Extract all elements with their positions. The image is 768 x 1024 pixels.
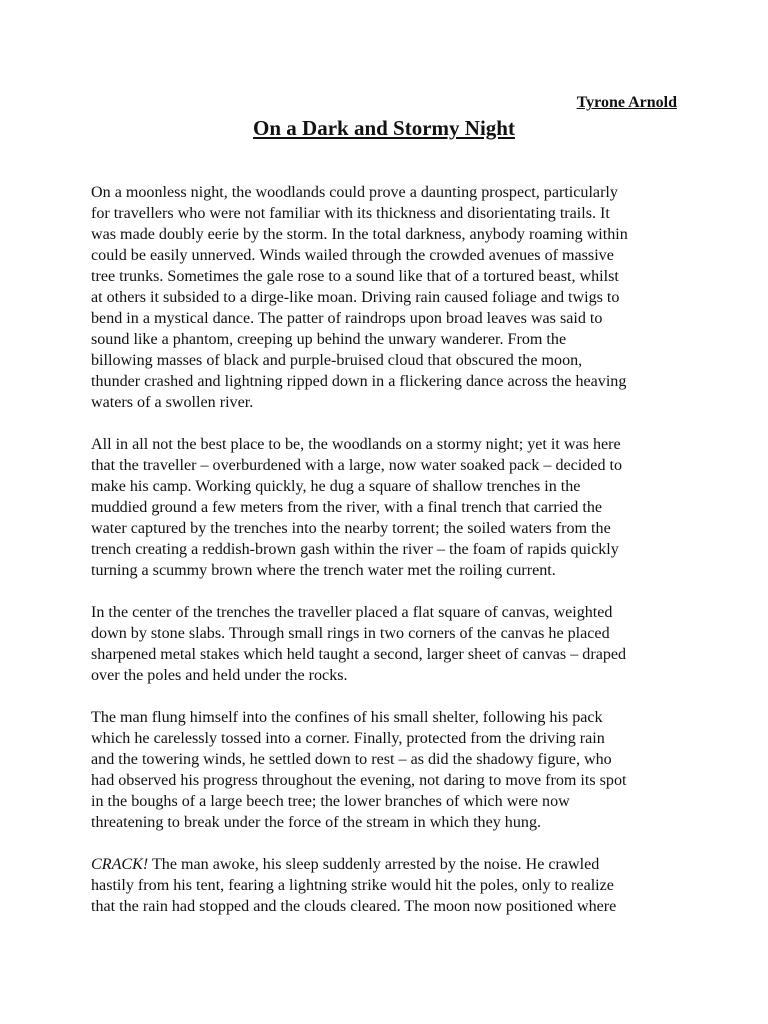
text-line: water captured by the trenches into the nearby torrent; the soiled waters from the (91, 520, 611, 537)
story-body (91, 182, 691, 938)
paragraph-1 (91, 182, 691, 413)
text-line: had observed his progress throughout the evening, not daring to move from its spot (91, 772, 627, 789)
paragraph-5 (91, 854, 691, 917)
paragraph-2 (91, 434, 691, 581)
text-line: In the center of the trenches the traveller placed a flat square of canvas, weighted (91, 604, 613, 621)
text-line: tree trunks. Sometimes the gale rose to a sound like that of a tortured beast, whilst (91, 268, 619, 285)
text-line: bend in a mystical dance. The patter of raindrops upon broad leaves was said to (91, 310, 603, 327)
text-line: sharpened metal stakes which held taught a second, larger sheet of canvas – draped (91, 646, 627, 663)
text-line: threatening to break under the force of the stream in which they hung. (91, 814, 542, 831)
text-fragment: The man awoke, his sleep suddenly arrested by the noise. He crawled (148, 856, 600, 873)
text-line: down by stone slabs. Through small rings in two corners of the canvas he placed (91, 625, 610, 642)
text-line: muddied ground a few meters from the river, with a final trench that carried the (91, 499, 603, 516)
text-line: for travellers who were not familiar with its thickness and disorientating trails. It (91, 205, 610, 222)
text-line: was made doubly eerie by the storm. In the total darkness, anybody roaming within (91, 226, 628, 243)
text-line: which he carelessly tossed into a corner. Finally, protected from the driving rain (91, 730, 605, 747)
text-line: that the rain had stopped and the clouds cleared. The moon now positioned where (91, 898, 617, 915)
text-line: at others it subsided to a dirge-like moan. Driving rain caused foliage and twigs to (91, 289, 620, 306)
text-line: and the towering winds, he settled down to rest – as did the shadowy figure, who (91, 751, 612, 768)
text-line: turning a scummy brown where the trench water met the roiling current. (91, 562, 556, 579)
text-line: that the traveller – overburdened with a large, now water soaked pack – decided to (91, 457, 623, 474)
text-line: waters of a swollen river. (91, 394, 254, 411)
paragraph-3 (91, 602, 691, 686)
text-line: On a moonless night, the woodlands could prove a daunting prospect, particularly (91, 184, 618, 201)
text-line: The man flung himself into the confines of his small shelter, following his pack (91, 709, 603, 726)
text-line: All in all not the best place to be, the woodlands on a stormy night; yet it was here (91, 436, 621, 453)
text-line: make his camp. Working quickly, he dug a square of shallow trenches in the (91, 478, 581, 495)
author-name: Tyrone Arnold (576, 94, 677, 111)
text-line: billowing masses of black and purple-bruised cloud that obscured the moon, (91, 352, 583, 369)
paragraph-4 (91, 707, 691, 833)
story-title: On a Dark and Stormy Night (253, 116, 515, 140)
text-line: trench creating a reddish-brown gash within the river – the foam of rapids quickly (91, 541, 619, 558)
text-line: could be easily unnerved. Winds wailed through the crowded avenues of massive (91, 247, 614, 264)
text-line (91, 854, 691, 875)
text-line: sound like a phantom, creeping up behind the unwary wanderer. From the (91, 331, 567, 348)
text-line: over the poles and held under the rocks. (91, 667, 348, 684)
crack-emphasis: CRACK! (91, 856, 149, 873)
text-line: in the boughs of a large beech tree; the lower branches of which were now (91, 793, 570, 810)
text-line: hastily from his tent, fearing a lightning strike would hit the poles, only to realize (91, 877, 614, 894)
text-line: thunder crashed and lightning ripped down in a flickering dance across the heaving (91, 373, 627, 390)
